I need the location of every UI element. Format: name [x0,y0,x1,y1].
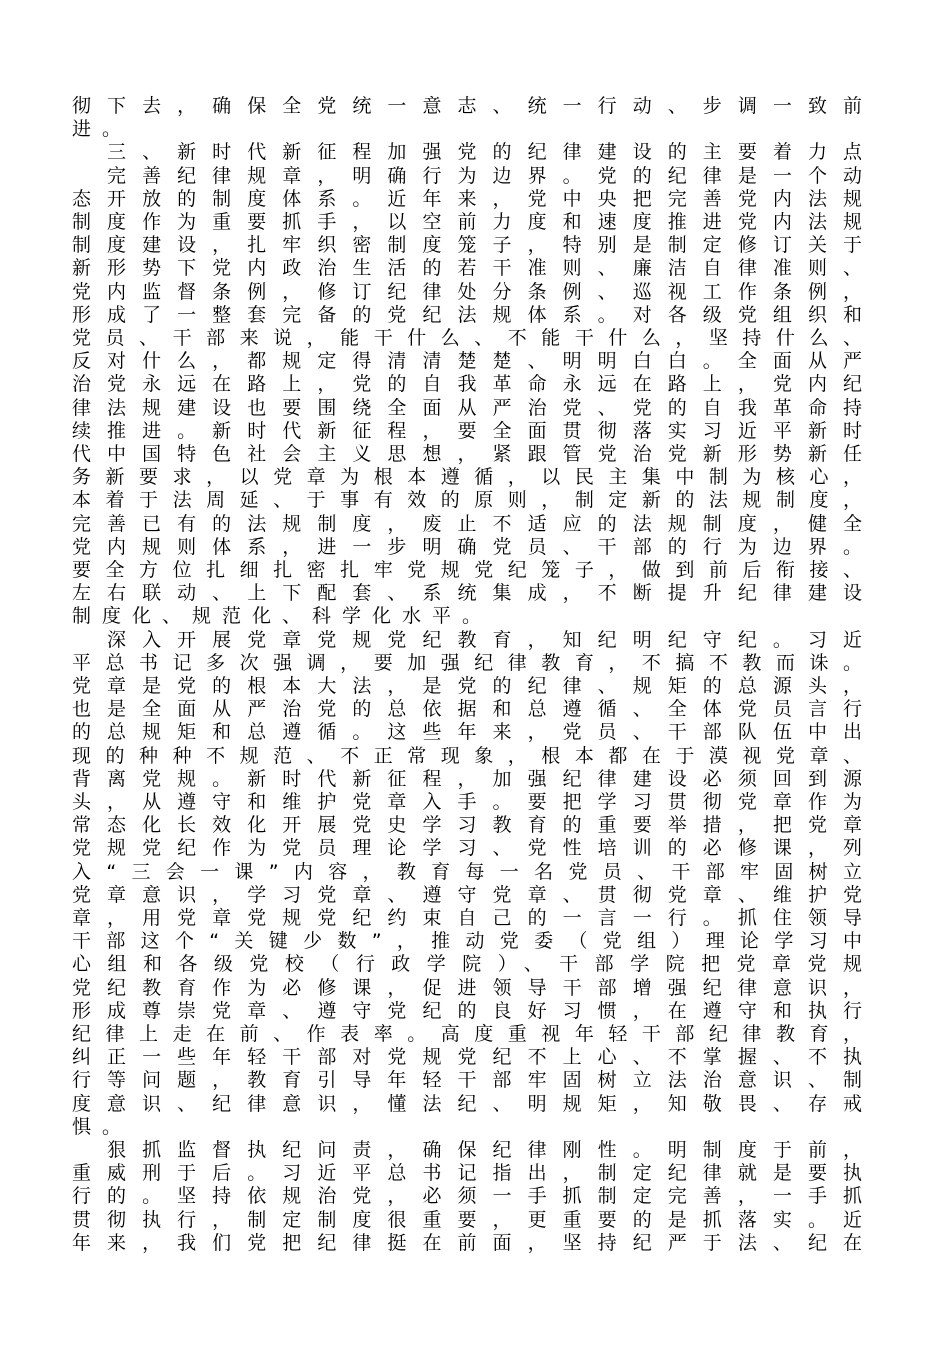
text-line: 度意识、纪律意识，懂法纪、明规矩，知敬畏、存戒 [72,1092,862,1115]
text-line: 贯彻执行，制定制度很重要，更重要的是抓落实。近 [72,1208,862,1231]
text-line: 也是全面从严治党的总依据和总遵循、全体党员言行 [72,698,862,721]
text-line: 入“三会一课”内容，教育每一名党员、干部牢固树立 [72,860,862,883]
text-line: 进。 [72,118,133,141]
text-line: 党章是党的根本大法，是党的纪律、规矩的总源头， [72,675,862,697]
text-line: 干部这个“关键少数”，推动党委（党组）理论学习中 [72,930,862,953]
text-line: 态开放的制度体系。近年来，党中央把完善党内法规 [72,187,862,210]
text-line: 党员、干部来说，能干什么、不能干什么，坚持什么、 [72,327,862,349]
text-line: 新形势下党内政治生活的若干准则、廉洁自律准则、 [72,257,862,280]
text-line: 心组和各级党校（行政学院）、干部学院把党章党规 [72,953,862,976]
text-line: 党纪教育作为必修课，促进领导干部增强纪律意识， [72,976,862,999]
text-line: 彻下去，确保全党统一意志、统一行动、步调一致前 [72,95,862,117]
text-line: 续推进。新时代新征程，要全面贯彻落实习近平新时 [72,419,862,442]
text-line: 深入开展党章党规党纪教育，知纪明纪守纪。习近 [72,628,862,651]
text-line: 常态化长效化开展党史学习教育的重要举措，把党章 [72,814,862,837]
text-line: 重威刑于后。习近平总书记指出，制定纪律就是要执 [72,1162,862,1185]
text-line: 反对什么，都规定得清清楚楚、明明白白。全面从严 [72,350,862,373]
text-line: 党规党纪作为党员理论学习、党性培训的必修课，列 [72,837,862,860]
text-line: 制度化、规范化、科学化水平。 [72,605,493,628]
text-line: 的总规矩和总遵循。这些年来，党员、干部队伍中出 [72,721,862,744]
text-line: 左右联动、上下配套、系统集成，不断提升纪律建设 [72,582,862,605]
text-line: 形成了一整套完备的党纪法规体系。对各级党组织和 [72,303,862,326]
text-line: 头，从遵守和维护党章入手。要把学习贯彻党章作为 [72,791,862,813]
text-line: 完善纪律规章，明确行为边界。党的纪律是一个动 [72,164,862,187]
text-line: 制度作为重要抓手，以空前力度和速度推进党内法规 [72,211,862,233]
text-line: 形成尊崇党章、遵守党纪的良好习惯，在遵守和执行 [72,999,862,1022]
text-line: 纪律上走在前、作表率。高度重视年轻干部纪律教育， [72,1023,862,1045]
text-line: 务新要求，以党章为根本遵循，以民主集中制为核心， [72,466,862,489]
text-line: 年来，我们党把纪律挺在前面，坚持纪严于法、纪在 [72,1231,862,1254]
text-line: 平总书记多次强调，要加强纪律教育，不搞不教而诛。 [72,651,862,674]
text-line: 要全方位扎细扎密扎牢党规党纪笼子，做到前后衔接、 [72,559,862,581]
section-heading: 三、新时代新征程加强党的纪律建设的主要着力点 [72,141,862,164]
text-line: 制度建设，扎牢织密制度笼子，特别是制定修订关于 [72,234,862,257]
text-line: 本着于法周延、于事有效的原则，制定新的法规制度， [72,489,862,512]
text-line: 现的种种不规范、不正常现象，根本都在于漠视党章、 [72,744,862,767]
text-line: 代中国特色社会主义思想，紧跟管党治党新形势新任 [72,443,862,465]
text-line: 律法规建设也要围绕全面从严治党、党的自我革命持 [72,396,862,419]
text-line: 背离党规。新时代新征程，加强纪律建设必须回到源 [72,767,862,790]
text-line: 惧。 [72,1115,133,1138]
text-line: 党内监督条例，修订纪律处分条例、巡视工作条例， [72,280,862,303]
text-line: 党内规则体系，进一步明确党员、干部的行为边界。 [72,535,862,558]
text-line: 党章意识，学习党章、遵守党章、贯彻党章、维护党 [72,883,862,906]
text-line: 完善已有的法规制度，废止不适应的法规制度，健全 [72,512,862,535]
text-line: 狠抓监督执纪问责，确保纪律刚性。明制度于前， [72,1139,862,1161]
text-line: 行等问题，教育引导年轻干部牢固树立法治意识、制 [72,1069,862,1092]
text-line: 治党永远在路上，党的自我革命永远在路上，党内纪 [72,373,862,396]
text-line: 章，用党章党规党纪约束自己的一言一行。抓住领导 [72,907,862,929]
text-line: 行的。坚持依规治党，必须一手抓制定完善，一手抓 [72,1185,862,1208]
text-line: 纠正一些年轻干部对党规党纪不上心、不掌握、不执 [72,1046,862,1069]
